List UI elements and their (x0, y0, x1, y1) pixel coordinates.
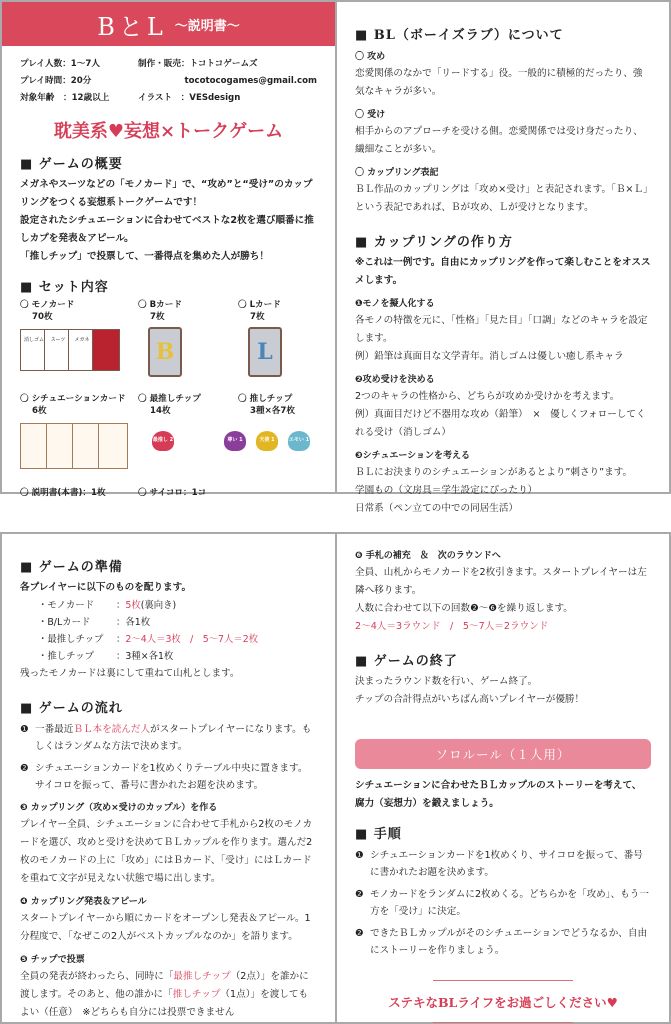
overview-text: 「推しチップ」で投票して、一番得点を集めた人が勝ち！ (20, 251, 269, 262)
item-name: 〇 シチュエーションカード (20, 394, 126, 404)
top-chip-image: 最推し 2 (152, 431, 174, 451)
notation-title: 〇 カップリング表記 (355, 168, 439, 178)
solo-step: ❷ できたＢＬカップルがそのシチュエーションでどうなるか、自由にストーリーを作りましょう。 (355, 928, 648, 956)
solo-steps-heading: ■ 手順 (355, 827, 402, 842)
title-band (2, 2, 335, 46)
prep-list (20, 597, 317, 665)
item-count: 7枚 (150, 312, 165, 322)
catchphrase: 耽美系♥妄想×トークゲーム (53, 121, 284, 142)
item-count: 70枚 (32, 312, 53, 322)
subtitle: 〜説明書〜 (174, 18, 240, 34)
item-name: 〇 推しチップ (238, 394, 293, 404)
l-card-image: L (248, 327, 282, 377)
prep-intro: 各プレイヤーに以下のものを配ります。 (20, 582, 192, 593)
flow-step-6-title: ❻ 手札の補充 ＆ 次のラウンドへ (355, 551, 501, 561)
ornament-divider (433, 971, 573, 981)
overview-text: メガネやスーツなどの「モノカード」で、“攻め”と“受け”のカップリングをつくる妄想系トークゲームです！ (20, 179, 313, 208)
title: BとL (97, 12, 167, 41)
prep-outro: 残ったモノカードは裏にして重ねて山札とします。 (20, 668, 240, 679)
info-age: 対象年齢 ：12歳以上 (20, 93, 110, 103)
prep-item: ・最推しチップ ：2〜4人＝3枚 / 5〜7人＝2枚 (38, 634, 259, 645)
mono-cards-image (20, 327, 138, 385)
step-text: 各モノの特徴を元に、「性格」「見た目」「口調」などのキャラを設定します。 (355, 315, 648, 344)
mono-card: メガネ (68, 329, 96, 371)
chip-image: エモい 1 (288, 431, 310, 451)
item-name: 〇 Lカード (238, 300, 281, 310)
end-text: チップの合計得点がいちばん高いプレイヤーが優勝！ (355, 694, 585, 705)
info-illust: イラスト ：VESdesign (138, 93, 241, 103)
bl-heading: ■ BL（ボーイズラブ）について (355, 28, 564, 43)
info-time: プレイ時間：20分 (20, 76, 92, 86)
overview-heading: ■ ゲームの概要 (20, 157, 123, 172)
set-item-l (238, 299, 338, 389)
mono-card-back (92, 329, 120, 371)
flow-step-5-title: ❺ チップで投票 (20, 955, 85, 965)
cover-panel (0, 0, 337, 498)
set-heading: ■ セット内容 (20, 280, 109, 295)
end-heading: ■ ゲームの終了 (355, 654, 458, 669)
flow-step-3-title: ❸ カップリング（攻め×受けのカップル）を作る (20, 803, 218, 813)
flow-step-5-text: 全員の発表が終わったら、同時に「最推しチップ（2点）」を誰かに渡します。そのあと、他の誰かに「推しチップ（1点）」を渡してもよい（任意） ※どちらも自分には投票できません (20, 971, 309, 1018)
prep-item: ・推しチップ ：3種×各1枚 (38, 651, 174, 662)
flow-step-3-text: プレイヤー全員、シチュエーションに合わせて手札から2枚のモノカードを選び、攻めと受けを決めてＢＬカップルを作ります。選んだ2枚のモノカードの上に「攻め」にはＢカード、「受け」にはＬカードを重ねて文字が見えない状態で場に出します。 (20, 819, 313, 884)
round-count: 2〜4人＝3ラウンド / 5〜7人＝2ラウンド (355, 621, 549, 632)
item-count: 14枚 (150, 406, 171, 416)
info-players: プレイ人数：1〜7人 (20, 59, 100, 69)
set-item-mono (20, 299, 138, 389)
step-example: 学園もの（文房具＝学生設定にぴったり） (355, 485, 538, 496)
making-heading: ■ カップリングの作り方 (355, 235, 513, 250)
info-maker: 制作・販売：トコトコゲームズ (138, 59, 258, 69)
chip-image: 尊い 1 (224, 431, 246, 451)
flow-step-4-title: ❹ カップリング発表＆アピール (20, 897, 147, 907)
b-card-image: B (148, 327, 182, 377)
situation-cards-image (20, 421, 138, 479)
step-example: 例）真面目だけど不器用な攻め（鉛筆） × 優しくフォローしてくれる受け（消しゴム） (355, 409, 646, 438)
prep-item: ・B/Lカード ：各1枚 (38, 617, 151, 628)
flow-step-6-text: 人数に合わせて以下の回数❷〜❻を繰り返します。 (355, 603, 573, 614)
set-item-situation (20, 393, 138, 483)
seme-title: 〇 攻め (355, 52, 386, 62)
flow-heading: ■ ゲームの流れ (20, 701, 123, 716)
step-title: ❷攻め受けを決める (355, 375, 435, 385)
item-count: 6枚 (32, 406, 47, 416)
flow-step-2: ❷ シチュエーションカードを1枚めくりテーブル中央に置きます。サイコロを振って、番号に書かれたお題を決めます。 (20, 763, 308, 791)
chip-image: 天使 1 (256, 431, 278, 451)
step-title: ❸シチュエーションを考える (355, 451, 470, 461)
item-count: 7枚 (250, 312, 265, 322)
solo-rule-banner: ソロルール（１人用） (355, 739, 651, 769)
uke-text: 相手からのアプローチを受ける側。恋愛関係では受け身だったり、繊細なことが多い。 (355, 126, 643, 155)
item-name: 〇 最推しチップ (138, 394, 201, 404)
overview-text: 設定されたシチュエーションに合わせてベストな2枚を選び順番に推しカプを発表＆アピール。 (20, 215, 314, 244)
flow-step-6-text: 全員、山札からモノカードを2枚引きます。スタートプレイヤーは左隣へ移ります。 (355, 567, 647, 596)
prep-item: ・モノカード ：5枚(裏向き) (38, 600, 177, 611)
end-text: 決まったラウンド数を行い、ゲーム終了。 (355, 676, 538, 687)
set-item-manual: 〇 説明書(本書)：1枚 (20, 488, 106, 498)
closing-message: ステキなBLライフをお過ごしください♥ (388, 995, 618, 1010)
step-text: ＢＬにお決まりのシチュエーションがあるとより”刺さり”ます。 (355, 467, 633, 478)
ornament-divider (433, 1013, 573, 1023)
step-text: 2つのキャラの性格から、どちらが攻めか受けかを考えます。 (355, 391, 620, 402)
notation-text: ＢＬ作品のカップリングは「攻め×受け」と表記されます。「Ｂ×Ｌ」という表記であれば、Ｂが攻め、Ｌが受けとなります。 (355, 184, 648, 213)
set-item-b (138, 299, 238, 389)
uke-title: 〇 受け (355, 110, 386, 120)
info-email: tocotocogames@gmail.com (184, 76, 317, 86)
solo-step: ❶ シチュエーションカードを1枚めくり、サイコロを振って、番号に書かれたお題を決めます。 (355, 850, 643, 878)
rules-panel (0, 532, 337, 1024)
set-contents (20, 299, 317, 499)
set-item-dice: 〇 サイコロ：1コ (138, 488, 207, 498)
rules-panel-2 (335, 532, 671, 1024)
solo-intro: シチュエーションに合わせたＢＬカップルのストーリーを考えて、腐力（妄想力）を鍛えましょう。 (355, 780, 642, 809)
mono-card: スーツ (44, 329, 72, 371)
set-item-top-chip (138, 393, 238, 483)
prep-heading: ■ ゲームの準備 (20, 560, 123, 575)
making-note: ※これは一例です。自由にカップリングを作って楽しむことをオススメします。 (355, 257, 651, 286)
game-info (20, 56, 317, 107)
seme-text: 恋愛関係のなかで「リードする」役。一般的に積極的だったり、強気なキャラが多い。 (355, 68, 643, 97)
item-count: 3種×各7枚 (250, 406, 295, 416)
step-example: 例）鉛筆は真面目な文学青年。消しゴムは優しい癒し系キャラ (355, 351, 624, 362)
bl-panel (335, 0, 671, 514)
step-example: 日常系（ペン立ての中での同居生活） (355, 503, 519, 514)
step-title: ❶モノを擬人化する (355, 299, 435, 309)
flow-step-4-text: スタートプレイヤーから順にカードをオープンし発表＆アピール。1分程度で、「なぜこの2人がベストカップルなのか」を語ります。 (20, 913, 311, 942)
item-name: 〇 Bカード (138, 300, 182, 310)
mono-card: 消しゴム (20, 329, 48, 371)
item-name: 〇 モノカード (20, 300, 75, 310)
flow-step-1: ❶ 一番最近ＢＬ本を読んだ人がスタートプレイヤーになります。もしくはランダムな方法で決めます。 (20, 724, 312, 752)
set-item-chip (227, 393, 338, 483)
solo-step: ❷ モノカードをランダムに2枚めくる。どちらかを「攻め」、もう一方を「受け」に決定。 (355, 889, 649, 917)
